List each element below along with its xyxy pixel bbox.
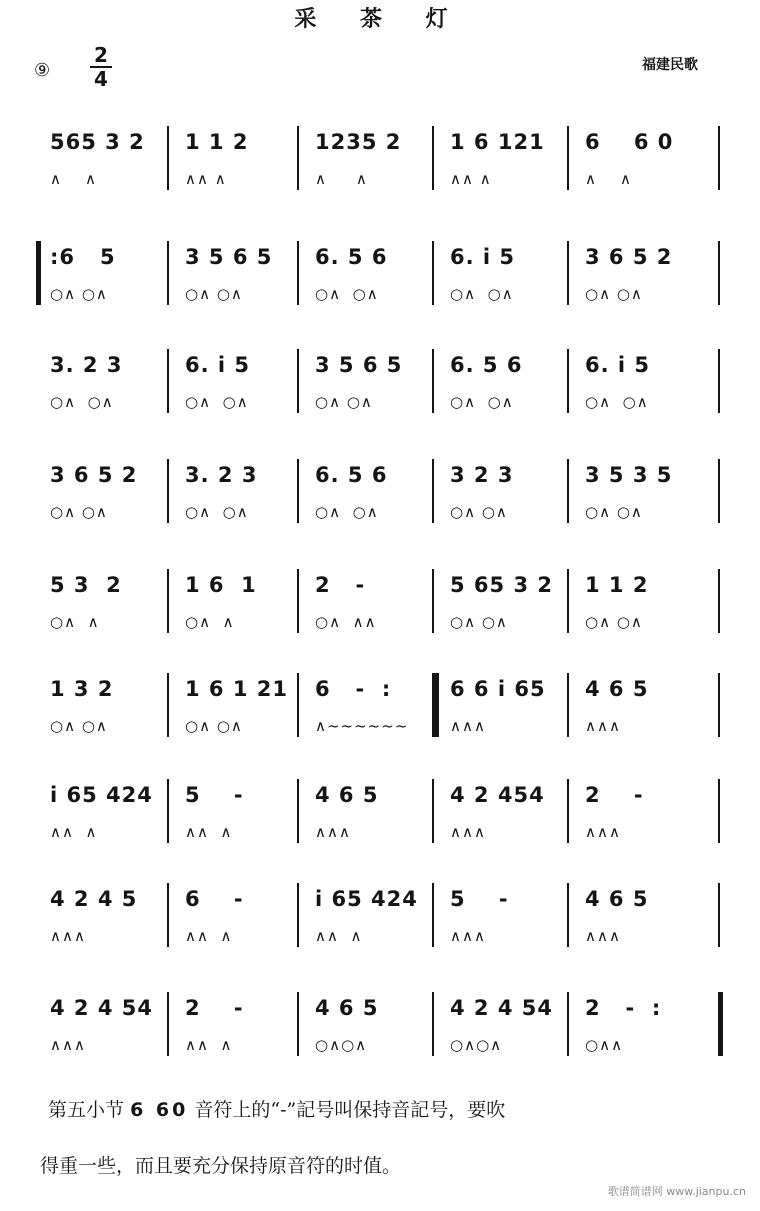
measure-articulation: ∧∧ ∧ <box>315 927 363 945</box>
measure-notes: 6. 5 6 <box>315 463 388 487</box>
barline-end <box>718 992 723 1056</box>
barline <box>432 569 434 633</box>
barline <box>432 992 434 1056</box>
barline <box>432 241 434 305</box>
measure-articulation: ∧∧ ∧ <box>50 823 98 841</box>
measure-notes: 6. 5 6 <box>315 245 388 269</box>
measure-notes: 5 - <box>450 887 509 911</box>
measure-articulation: ○∧ ○∧ <box>315 393 373 411</box>
barline <box>167 569 169 633</box>
measure-notes: 1 1 2 <box>585 573 649 597</box>
barline <box>167 992 169 1056</box>
measure-articulation: ∧∧∧ <box>50 927 86 945</box>
measure-notes: 3 5 3 5 <box>585 463 673 487</box>
barline-end <box>718 126 720 190</box>
barline <box>297 459 299 523</box>
measure-articulation: ○∧ ○∧ <box>50 503 108 521</box>
footnote-notes: 6 60 <box>130 1099 189 1121</box>
barline <box>297 992 299 1056</box>
barline <box>297 569 299 633</box>
measure-notes: 1 1 2 <box>185 130 249 154</box>
barline <box>167 241 169 305</box>
measure-articulation: ∧∧∧ <box>450 927 486 945</box>
measure-notes: 2 - <box>585 783 644 807</box>
barline-end <box>718 883 720 947</box>
measure-articulation: ○∧ ○∧ <box>450 285 514 303</box>
barline-end <box>718 569 720 633</box>
song-number: ⑨ <box>34 60 51 81</box>
barline <box>297 883 299 947</box>
measure-articulation: ○∧○∧ <box>315 1036 368 1054</box>
barline <box>567 241 569 305</box>
barline <box>432 883 434 947</box>
measure-articulation: ○∧ ○∧ <box>50 285 108 303</box>
measure-articulation: ○∧ ○∧ <box>50 393 114 411</box>
barline-end <box>718 349 720 413</box>
measure-notes: 4 2 4 54 <box>50 996 153 1020</box>
watermark: 歌谱简谱网 www.jianpu.cn <box>607 1185 746 1198</box>
song-title: 采 茶 灯 <box>294 6 466 32</box>
measure-articulation: ○∧ ○∧ <box>185 717 243 735</box>
barline <box>432 349 434 413</box>
measure-articulation: ○∧ ∧ <box>50 613 100 631</box>
score-line <box>40 245 730 325</box>
measure-articulation: ∧ ∧ <box>585 170 633 188</box>
time-signature-top: 2 <box>90 44 112 68</box>
barline <box>167 459 169 523</box>
barline <box>297 779 299 843</box>
score-line <box>40 887 730 967</box>
barline <box>567 779 569 843</box>
measure-notes: 6. 5 6 <box>450 353 523 377</box>
measure-articulation: ∧∧∧ <box>450 717 486 735</box>
score-line <box>40 353 730 433</box>
measure-notes: 3. 2 3 <box>50 353 123 377</box>
measure-articulation: ∧∧ ∧ <box>185 1036 233 1054</box>
measure-articulation: ○∧ ∧ <box>185 613 235 631</box>
barline <box>432 779 434 843</box>
measure-notes: i 65 424 <box>315 887 418 911</box>
song-source: 福建民歌 <box>642 57 698 73</box>
measure-notes: 4 6 5 <box>585 677 649 701</box>
measure-articulation: ○∧○∧ <box>450 1036 503 1054</box>
score-line <box>40 463 730 543</box>
measure-articulation: ∧∧∧ <box>315 823 351 841</box>
measure-articulation: ○∧ ○∧ <box>585 393 649 411</box>
measure-notes: 4 2 4 5 <box>50 887 138 911</box>
barline <box>567 883 569 947</box>
measure-notes: 3 5 6 5 <box>315 353 403 377</box>
score-line <box>40 130 730 210</box>
measure-notes: 4 2 4 54 <box>450 996 553 1020</box>
measure-notes: 1 6 1 <box>185 573 257 597</box>
barline <box>167 349 169 413</box>
measure-notes: 1235 2 <box>315 130 402 154</box>
measure-notes: 4 2 454 <box>450 783 545 807</box>
measure-articulation: ∧∧∧ <box>585 717 621 735</box>
barline <box>567 126 569 190</box>
barline <box>432 126 434 190</box>
measure-notes: 3 6 5 2 <box>50 463 138 487</box>
barline <box>297 349 299 413</box>
barline-end <box>718 241 720 305</box>
measure-articulation: ∧~~~~~~ <box>315 717 409 735</box>
measure-notes: 565 3 2 <box>50 130 145 154</box>
measure-notes: 2 - : <box>585 996 662 1020</box>
measure-notes: 3 5 6 5 <box>185 245 273 269</box>
footnote-text-a: 第五小节 <box>48 1099 125 1121</box>
measure-notes: 6. i 5 <box>585 353 651 377</box>
measure-notes: 6 6 0 <box>585 130 674 154</box>
barline <box>167 126 169 190</box>
measure-articulation: ○∧ ○∧ <box>585 503 643 521</box>
score-line <box>40 783 730 863</box>
measure-notes: 5 - <box>185 783 244 807</box>
measure-notes: 4 6 5 <box>315 996 379 1020</box>
measure-articulation: ○∧ ○∧ <box>185 503 249 521</box>
measure-notes: 3 2 3 <box>450 463 514 487</box>
footnote-text-b: 音符上的“-”記号叫保持音記号，要吹 <box>194 1099 506 1121</box>
measure-notes: 6 6 i 65 <box>450 677 546 701</box>
measure-articulation: ∧∧∧ <box>585 927 621 945</box>
measure-notes: 5 3 2 <box>50 573 122 597</box>
time-signature-bottom: 4 <box>94 67 108 91</box>
measure-articulation: ○∧ ○∧ <box>315 285 379 303</box>
barline-end <box>718 673 720 737</box>
measure-notes: 4 6 5 <box>315 783 379 807</box>
barline <box>297 673 299 737</box>
measure-notes: 6 - : <box>315 677 392 701</box>
barline <box>567 349 569 413</box>
measure-articulation: ∧∧ ∧ <box>185 823 233 841</box>
measure-articulation: ∧∧∧ <box>450 823 486 841</box>
barline <box>167 673 169 737</box>
barline-end <box>718 779 720 843</box>
measure-notes: 1 3 2 <box>50 677 114 701</box>
measure-articulation: ○∧ ○∧ <box>185 285 243 303</box>
measure-notes: 6 - <box>185 887 244 911</box>
measure-articulation: ○∧ ○∧ <box>315 503 379 521</box>
barline-end <box>718 459 720 523</box>
measure-articulation: ○∧ ○∧ <box>585 613 643 631</box>
measure-articulation: ∧∧∧ <box>50 1036 86 1054</box>
barline <box>297 126 299 190</box>
score-line <box>40 573 730 653</box>
measure-notes: 2 - <box>315 573 366 597</box>
time-signature <box>90 44 112 90</box>
measure-articulation: ○∧ ○∧ <box>185 393 249 411</box>
measure-articulation: ∧∧∧ <box>585 823 621 841</box>
measure-articulation: ○∧ ○∧ <box>585 285 643 303</box>
score-line <box>40 677 730 757</box>
barline <box>167 779 169 843</box>
measure-articulation: ∧ ∧ <box>50 170 98 188</box>
measure-notes: 4 6 5 <box>585 887 649 911</box>
measure-articulation: ∧∧ ∧ <box>450 170 492 188</box>
measure-notes: 3. 2 3 <box>185 463 258 487</box>
measure-notes: 1 6 121 <box>450 130 545 154</box>
repeat-start-bar <box>36 241 41 305</box>
measure-notes: :6 5 <box>50 245 116 269</box>
footnote-line-2: 得重一些，而且要充分保持原音符的时值。 <box>40 1155 402 1177</box>
measure-notes: 2 - <box>185 996 244 1020</box>
measure-articulation: ○∧ ○∧ <box>450 393 514 411</box>
barline <box>567 459 569 523</box>
footnote-line-1 <box>48 1082 728 1138</box>
barline <box>297 241 299 305</box>
measure-articulation: ∧ ∧ <box>315 170 368 188</box>
measure-articulation: ○∧ ○∧ <box>50 717 108 735</box>
measure-articulation: ○∧ ○∧ <box>450 613 508 631</box>
measure-articulation: ∧∧ ∧ <box>185 170 227 188</box>
measure-articulation: ○∧∧ <box>585 1036 624 1054</box>
barline <box>432 459 434 523</box>
measure-notes: 3 6 5 2 <box>585 245 673 269</box>
measure-articulation: ○∧ ∧∧ <box>315 613 377 631</box>
barline <box>567 673 569 737</box>
barline <box>167 883 169 947</box>
barline <box>567 992 569 1056</box>
measure-notes: 5 65 3 2 <box>450 573 553 597</box>
measure-articulation: ∧∧ ∧ <box>185 927 233 945</box>
measure-notes: i 65 424 <box>50 783 153 807</box>
score-line <box>40 996 730 1076</box>
measure-notes: 1 6 1 21 <box>185 677 288 701</box>
measure-notes: 6. i 5 <box>450 245 516 269</box>
measure-articulation: ○∧ ○∧ <box>450 503 508 521</box>
barline <box>567 569 569 633</box>
repeat-end-bar <box>434 673 439 737</box>
measure-notes: 6. i 5 <box>185 353 251 377</box>
